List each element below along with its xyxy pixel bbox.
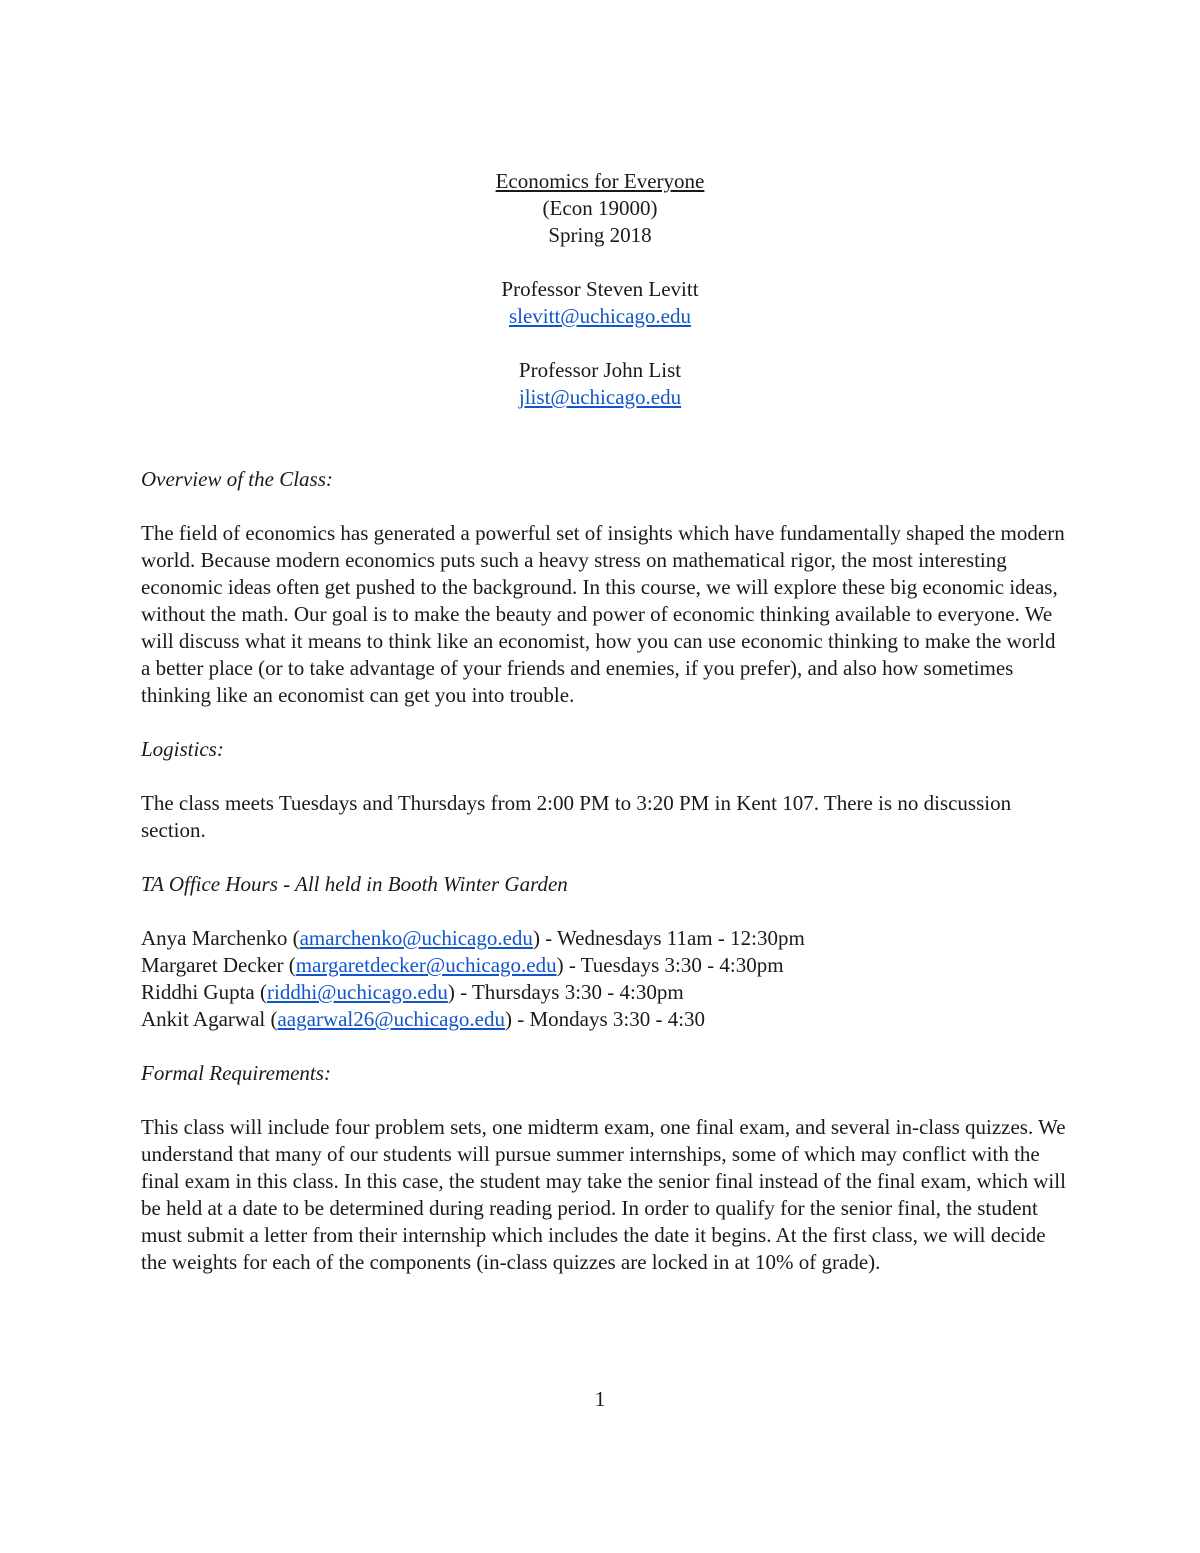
professor-email-link[interactable]: jlist@uchicago.edu: [518, 385, 682, 409]
ta-row: [141, 1006, 1066, 1033]
ta-schedule: ) - Tuesdays 3:30 - 4:30pm: [556, 953, 784, 977]
ta-email-link[interactable]: riddhi@uchicago.edu: [267, 980, 448, 1004]
ta-email-link[interactable]: amarchenko@uchicago.edu: [299, 926, 533, 950]
ta-row: [141, 952, 1066, 979]
syllabus-body: [141, 466, 1066, 1276]
logistics-heading: Logistics:: [141, 737, 224, 761]
ta-name: Riddhi Gupta (: [141, 980, 267, 1004]
professor-name: Professor Steven Levitt: [501, 277, 699, 301]
ta-list: [141, 925, 1066, 1033]
ta-schedule: ) - Mondays 3:30 - 4:30: [504, 1007, 706, 1031]
professor-name: Professor John List: [518, 358, 682, 382]
course-code: (Econ 19000): [542, 196, 658, 220]
course-title: Economics for Everyone: [495, 169, 705, 193]
professor-email-link[interactable]: slevitt@uchicago.edu: [508, 304, 692, 328]
logistics-paragraph: The class meets Tuesdays and Thursdays from 2:00 PM to 3:20 PM in Kent 107. There is no discussion section.: [141, 791, 1012, 842]
ta-row: [141, 925, 1066, 952]
office-hours-heading: TA Office Hours - All held in Booth Winter Garden: [141, 872, 568, 896]
course-term: Spring 2018: [548, 223, 652, 247]
syllabus-header: [0, 168, 1200, 411]
requirements-heading: Formal Requirements:: [141, 1061, 331, 1085]
ta-email-link[interactable]: aagarwal26@uchicago.edu: [277, 1007, 505, 1031]
overview-paragraph: The field of economics has generated a powerful set of insights which have fundamentally shaped the modern world. Because modern economics puts such a heavy stress on mathematical rigor, the most interesting economic ideas often get pushed to the background. In this course, we will explore these big economic ideas, without the math. Our goal is to make the beauty and power of economic thinking available to everyone. We will discuss what it means to think like an economist, how you can use economic thinking to make the world a better place (or to take advantage of your friends and enemies, if you prefer), and also how sometimes thinking like an economist can get you into trouble.: [141, 521, 1065, 707]
requirements-paragraph: This class will include four problem sets, one midterm exam, one final exam, and several in-class quizzes. We understand that many of our students will pursue summer internships, some of which may conflict with the final exam in this class. In this case, the student may take the senior final instead of the final exam, which will be held at a date to be determined during reading period. In order to qualify for the senior final, the student must submit a letter from their internship which includes the date it begins. At the first class, we will decide the weights for each of the components (in-class quizzes are locked in at 10% of grade).: [141, 1115, 1066, 1274]
ta-email-link[interactable]: margaretdecker@uchicago.edu: [295, 953, 557, 977]
ta-schedule: ) - Thursdays 3:30 - 4:30pm: [447, 980, 684, 1004]
page-number: 1: [594, 1387, 606, 1411]
ta-row: [141, 979, 1066, 1006]
ta-name: Margaret Decker (: [141, 953, 296, 977]
ta-name: Anya Marchenko (: [141, 926, 300, 950]
ta-name: Ankit Agarwal (: [141, 1007, 278, 1031]
ta-schedule: ) - Wednesdays 11am - 12:30pm: [532, 926, 805, 950]
overview-heading: Overview of the Class:: [141, 467, 333, 491]
